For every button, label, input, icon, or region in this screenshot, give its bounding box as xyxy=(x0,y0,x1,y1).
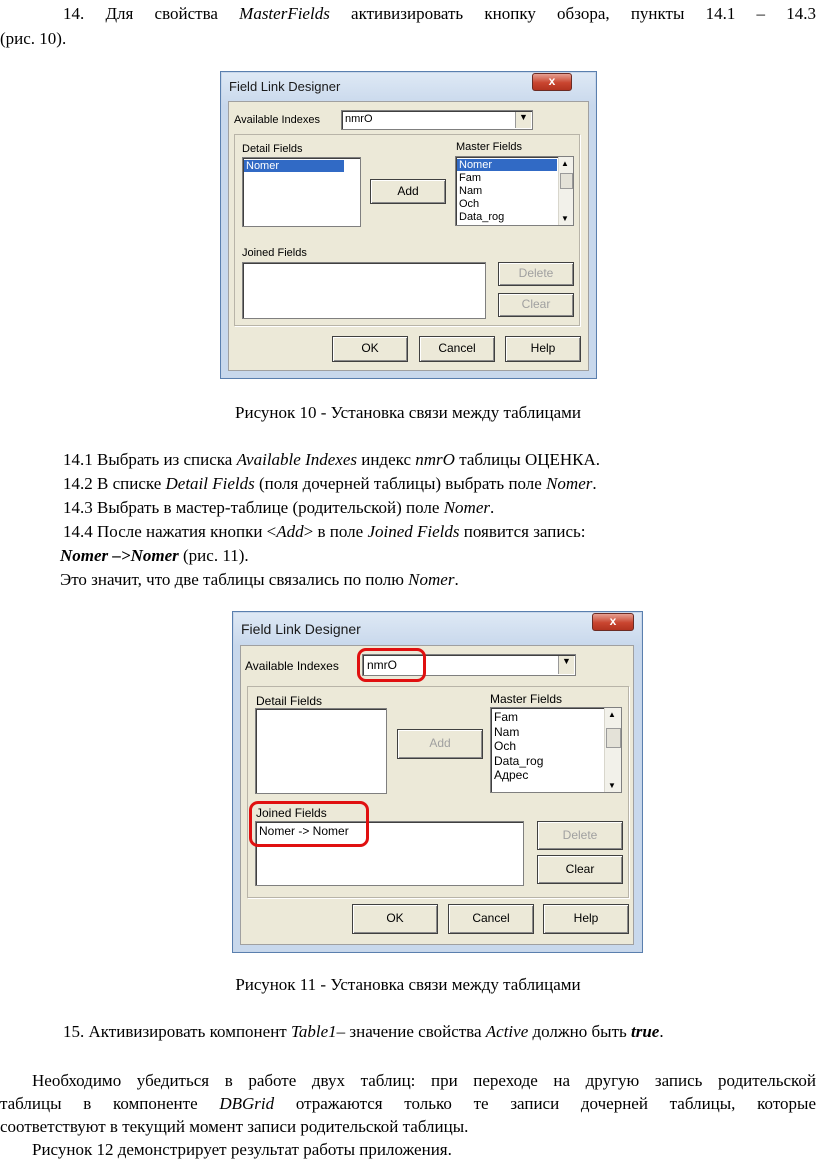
step-14-2: 14.2 В списке Detail Fields (поля дочерней таблицы) выбрать поле Nomer. xyxy=(63,474,597,493)
close-button[interactable]: x xyxy=(592,613,634,631)
list-item[interactable]: Nomer xyxy=(244,160,344,172)
step-14-1: 14.1 Выбрать из списка Available Indexes индекс nmrO таблицы ОЦЕНКА. xyxy=(63,450,601,469)
dialog-client xyxy=(240,645,634,945)
arrow-down-icon[interactable]: ▼ xyxy=(561,214,569,223)
list-item[interactable]: Адрес xyxy=(494,768,529,782)
step-14-4: 14.4 После нажатия кнопки <Add> в поле Joined Fields появится запись: xyxy=(63,522,586,541)
highlight-marker xyxy=(357,648,426,682)
arrow-down-icon[interactable]: ▼ xyxy=(608,781,616,790)
step-14-3: 14.3 Выбрать в мастер-таблице (родительской) поле Nomer. xyxy=(63,498,495,517)
available-indexes-label: Available Indexes xyxy=(234,114,321,126)
detail-fields-list[interactable] xyxy=(255,708,387,794)
list-item[interactable]: Data_rog xyxy=(494,753,544,768)
master-fields-list[interactable] xyxy=(455,156,574,226)
add-button[interactable]: Add xyxy=(370,179,446,204)
available-indexes-value: nmrO xyxy=(345,113,373,125)
clear-button[interactable]: Clear xyxy=(498,293,574,317)
step-15: 15. Активизировать компонент Table1– значение свойства Active должно быть true. xyxy=(63,1022,664,1041)
para-line4: Рисунок 12 демонстрирует результат работы приложения. xyxy=(32,1140,452,1159)
field-link-designer-dialog xyxy=(220,71,597,379)
master-fields-list[interactable] xyxy=(490,707,622,793)
list-item[interactable]: Nomer xyxy=(457,159,557,171)
list-item[interactable]: Data_rog xyxy=(459,211,505,223)
available-indexes-label: Available Indexes xyxy=(245,659,339,673)
detail-fields-list[interactable] xyxy=(242,157,361,227)
joined-fields-label: Joined Fields xyxy=(256,806,327,820)
master-fields-label: Master Fields xyxy=(456,141,523,153)
available-indexes-combo[interactable] xyxy=(341,110,533,130)
para-line1: Необходимо убедиться в работе двух таблиц: при переходе на другую запись родительской xyxy=(32,1071,816,1090)
field-link-designer-dialog-2 xyxy=(232,611,643,953)
chevron-down-icon[interactable]: ▼ xyxy=(558,656,574,674)
delete-button[interactable]: Delete xyxy=(498,262,574,286)
add-button[interactable]: Add xyxy=(397,729,483,759)
list-item[interactable]: Och xyxy=(494,739,517,753)
step-14-conclusion: Это значит, что две таблицы связались по полю Nomer. xyxy=(60,570,459,589)
clear-button[interactable]: Clear xyxy=(537,855,623,884)
highlight-marker xyxy=(249,801,369,847)
figure-10-caption: Рисунок 10 - Установка связи между таблицами xyxy=(235,403,581,422)
list-item[interactable]: Nam xyxy=(459,185,483,197)
list-item[interactable]: Fam xyxy=(494,710,518,724)
detail-fields-label: Detail Fields xyxy=(256,694,323,708)
close-button[interactable]: x xyxy=(532,73,572,91)
joined-fields-list[interactable] xyxy=(242,262,486,319)
available-indexes-value: nmrO xyxy=(367,658,397,672)
chevron-down-icon[interactable]: ▼ xyxy=(515,112,531,128)
help-button[interactable]: Help xyxy=(505,336,581,362)
dialog-client xyxy=(228,101,589,371)
master-fields-label: Master Fields xyxy=(490,692,563,706)
cancel-button[interactable]: Cancel xyxy=(419,336,495,362)
scrollbar[interactable] xyxy=(558,157,573,225)
dialog-title: Field Link Designer xyxy=(229,79,341,94)
delete-button[interactable]: Delete xyxy=(537,821,623,850)
scroll-thumb[interactable] xyxy=(606,728,621,748)
cancel-button[interactable]: Cancel xyxy=(448,904,534,934)
joined-fields-label: Joined Fields xyxy=(242,247,307,259)
scrollbar[interactable] xyxy=(604,708,621,792)
help-button[interactable]: Help xyxy=(543,904,629,934)
step-14-4-result: Nomer –>Nomer (рис. 11). xyxy=(60,546,249,565)
arrow-up-icon[interactable]: ▲ xyxy=(561,159,569,168)
figure-11-caption: Рисунок 11 - Установка связи между таблицами xyxy=(235,975,581,994)
ok-button[interactable]: OK xyxy=(352,904,438,934)
para-line2: таблицы в компоненте DBGrid отражаются только те записи дочерней таблицы, которые xyxy=(0,1094,816,1113)
para-line3: соответствуют в текущий момент записи родительской таблицы. xyxy=(0,1117,469,1136)
dialog-title: Field Link Designer xyxy=(241,621,361,637)
list-item[interactable]: Och xyxy=(459,198,480,210)
step14-line1: 14. Для свойства MasterFields активизировать кнопку обзора, пункты 14.1 – 14.3 xyxy=(63,4,816,23)
arrow-up-icon[interactable]: ▲ xyxy=(608,710,616,719)
detail-fields-label: Detail Fields xyxy=(242,143,303,155)
list-item[interactable]: Nomer -> Nomer xyxy=(259,824,349,838)
list-item[interactable]: Fam xyxy=(459,172,481,184)
ok-button[interactable]: OK xyxy=(332,336,408,362)
list-item[interactable]: Nam xyxy=(494,724,520,739)
step14-line2: (рис. 10). xyxy=(0,29,67,48)
scroll-thumb[interactable] xyxy=(560,173,573,189)
